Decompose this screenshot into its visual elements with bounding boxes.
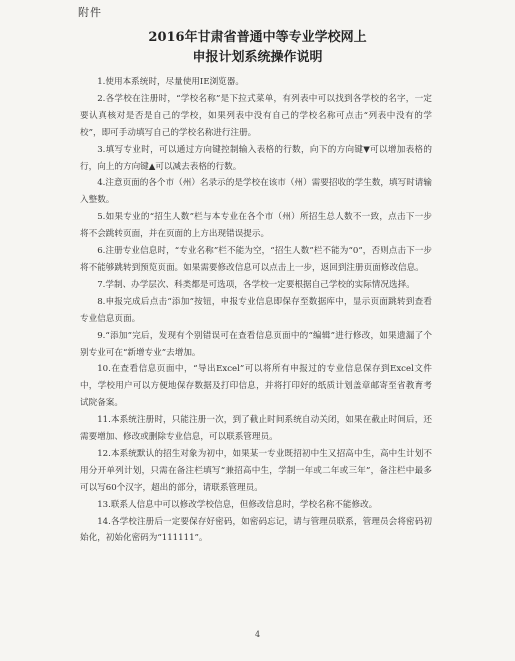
paragraph: 8.申报完成后点击“添加”按钮，申报专业信息即保存至数据库中，显示页面跳转到查看专业信息页面。 xyxy=(80,296,432,324)
paragraph: 6.注册专业信息时，“专业名称”栏不能为空，“招生人数”栏不能为“0”，否则点击下一步将不能够跳转到预览页面。如果需要修改信息可以点击上一步，返回到注册页面修改信息。 xyxy=(80,246,432,273)
document-title-line-2: 申报计划系统操作说明 xyxy=(192,50,323,65)
document-title-line-1: 2016年甘肃省普通中等专业学校网上 xyxy=(148,30,367,45)
paragraph: 1.使用本系统时，尽量使用IE浏览器。 xyxy=(97,77,244,87)
attachment-label: 附件 xyxy=(78,6,102,19)
document-body xyxy=(80,74,432,547)
paragraph: 11.本系统注册时，只能注册一次，到了截止时间系统自动关闭，如果在截止时间后，还需要增加、修改或删除专业信息，可以联系管理员。 xyxy=(80,415,432,443)
page-number: 4 xyxy=(254,630,261,639)
paragraph: 3.填写专业时，可以通过方向键控制输入表格的行数，向下的方向键▼可以增加表格的行，向上的方向键▲可以减去表格的行数。 xyxy=(80,144,432,172)
paragraph: 4.注意页面的各个市（州）名录示的是学校在该市（州）需要招收的学生数，填写时请输入整数。 xyxy=(80,178,432,206)
paragraph: 5.如果专业的“招生人数”栏与本专业在各个市（州）所招生总人数不一致，点击下一步将不会跳转页面，并在页面的上方出现错误提示。 xyxy=(80,212,432,240)
paragraph: 13.联系人信息中可以修改学校信息，但修改信息时，学校名称不能修改。 xyxy=(97,499,378,510)
paragraph: 9.“添加”完后，发现有个别错误可在查看信息页面中的“编辑”进行修改，如果遗漏了个别专业可在“新增专业”去增加。 xyxy=(80,330,432,358)
paragraph: 7.学制、办学层次、科类都是可选项，各学校一定要根据自己学校的实际情况选择。 xyxy=(97,279,415,290)
paragraph: 2.各学校在注册时，“学校名称”是下拉式菜单，有列表中可以找到各学校的名字，一定要认真核对是否是自己的学校，如果列表中没有自己的学校名称可点击“列表中没有的学校”，即可手动填写自己的学校名称进行注册。 xyxy=(80,93,432,138)
paragraph: 10.在查看信息页面中，“导出Excel”可以将所有申报过的专业信息保存到Excel文件中，学校用户可以方便地保存数据及打印信息，并将打印好的纸质计划盖章邮寄至省教育考试院备案。 xyxy=(80,364,432,409)
paragraph: 12.本系统默认的招生对象为初中，如果某一专业既招初中生又招高中生，高中生计划不用分开单列计划，只需在备注栏填写“兼招高中生，学制一年或二年或三年”，备注栏中最多可以写60个汉字，超出的部分，请联系管理员。 xyxy=(80,448,432,493)
paragraph: 14.各学校注册后一定要保存好密码，如密码忘记，请与管理员联系，管理员会将密码初始化，初始化密码为“111111”。 xyxy=(80,516,432,544)
